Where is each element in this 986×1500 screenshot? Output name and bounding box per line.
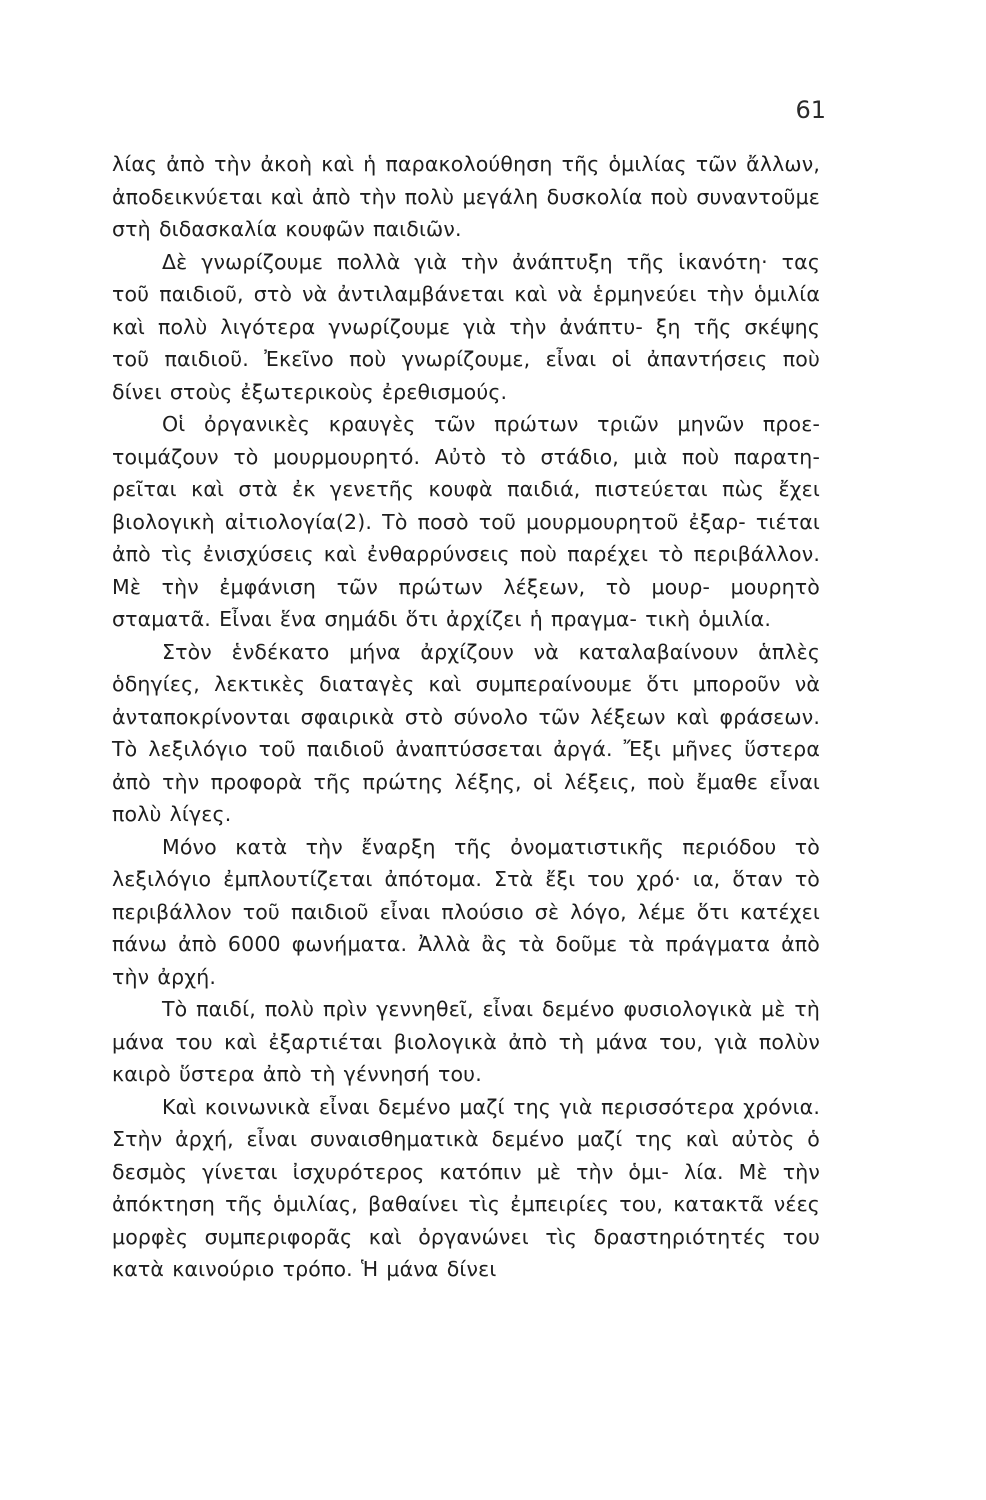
paragraph-continuation: λίας ἀπὸ τὴν ἀκοὴ καὶ ἡ παρακολούθηση τῆς ὁμιλίας τῶν ἄλλων, ἀποδεικνύεται καὶ ἀπὸ τὴν πολὺ μεγάλη δυσκολία ποὺ συναντοῦμε στὴ διδασκαλία κουφῶν παιδιῶν. [112, 152, 820, 241]
page-number: 61 [795, 96, 826, 124]
body-text [112, 148, 820, 1286]
paragraph: Δὲ γνωρίζουμε πολλὰ γιὰ τὴν ἀνάπτυξη τῆς ἱκανότη· τας τοῦ παιδιοῦ, στὸ νὰ ἀντιλαμβάνεται καὶ νὰ ἑρμηνεύει τὴν ὁμιλία καὶ πολὺ λιγότερα γνωρίζουμε γιὰ τὴν ἀνάπτυ- ξη τῆς σκέψης τοῦ παιδιοῦ. Ἐκεῖνο ποὺ γνωρίζουμε, εἶναι οἱ ἀπαντήσεις ποὺ δίνει στοὺς ἐξωτερικοὺς ἐρεθισμούς. [112, 249, 820, 404]
paragraph: Καὶ κοινωνικὰ εἶναι δεμένο μαζί της γιὰ περισσότερα χρόνια. Στὴν ἀρχή, εἶναι συναισθηματικὰ δεμένο μαζί της καὶ αὐτὸς ὁ δεσμὸς γίνεται ἰσχυρότερος κατόπιν μὲ τὴν ὁμι- λία. Μὲ τὴν ἀπόκτηση τῆς ὁμιλίας, βαθαίνει τὶς ἐμπειρίες του, κατακτᾶ νέες μορφὲς συμπεριφορᾶς καὶ ὀργανώνει τὶς δραστηριότητές του κατὰ καινούριο τρόπο. Ἡ μάνα δίνει [112, 1094, 820, 1281]
paragraph: Οἱ ὀργανικὲς κραυγὲς τῶν πρώτων τριῶν μηνῶν προε- τοιμάζουν τὸ μουρμουρητό. Αὐτὸ τὸ στάδιο, μιὰ ποὺ παρατη- ρεῖται καὶ στὰ ἐκ γενετῆς κουφὰ παιδιά, πιστεύεται πὼς ἔχει βιολογικὴ αἰτιολογία(2). Τὸ ποσὸ τοῦ μουρμουρητοῦ ἐξαρ- τιέται ἀπὸ τὶς ἐνισχύσεις καὶ ἐνθαρρύνσεις ποὺ παρέχει τὸ περιβάλλον. Μὲ τὴν ἐμφάνιση τῶν πρώτων λέξεων, τὸ μουρ- μουρητὸ σταματᾶ. Εἶναι ἕνα σημάδι ὅτι ἀρχίζει ἡ πραγμα- τικὴ ὁμιλία. [112, 412, 820, 631]
paragraph: Μόνο κατὰ τὴν ἔναρξη τῆς ὀνοματιστικῆς περιόδου τὸ λεξιλόγιο ἐμπλουτίζεται ἀπότομα. Στὰ ἔξι του χρό· ια, ὅταν τὸ περιβάλλον τοῦ παιδιοῦ εἶναι πλούσιο σὲ λόγο, λέμε ὅτι κατέχει πάνω ἀπὸ 6000 φωνήματα. Ἀλλὰ ἂς τὰ δοῦμε τὰ πράγματα ἀπὸ τὴν ἀρχή. [112, 834, 820, 989]
paragraph: Τὸ παιδί, πολὺ πρὶν γεννηθεῖ, εἶναι δεμένο φυσιολογικὰ μὲ τὴ μάνα του καὶ ἐξαρτιέται βιολογικὰ ἀπὸ τὴ μάνα του, γιὰ πολὺν καιρὸ ὕστερα ἀπὸ τὴ γέννησή του. [112, 997, 820, 1086]
paragraph: Στὸν ἑνδέκατο μήνα ἀρχίζουν νὰ καταλαβαίνουν ἁπλὲς ὁδηγίες, λεκτικὲς διαταγὲς καὶ συμπεραίνουμε ὅτι μποροῦν νὰ ἀνταποκρίνονται σφαιρικὰ στὸ σύνολο τῶν λέξεων καὶ φράσεων. Τὸ λεξιλόγιο τοῦ παιδιοῦ ἀναπτύσσεται ἀργά. Ἔξι μῆνες ὕστερα ἀπὸ τὴν προφορὰ τῆς πρώτης λέξης, οἱ λέξεις, ποὺ ἔμαθε εἶναι πολὺ λίγες. [112, 639, 820, 826]
